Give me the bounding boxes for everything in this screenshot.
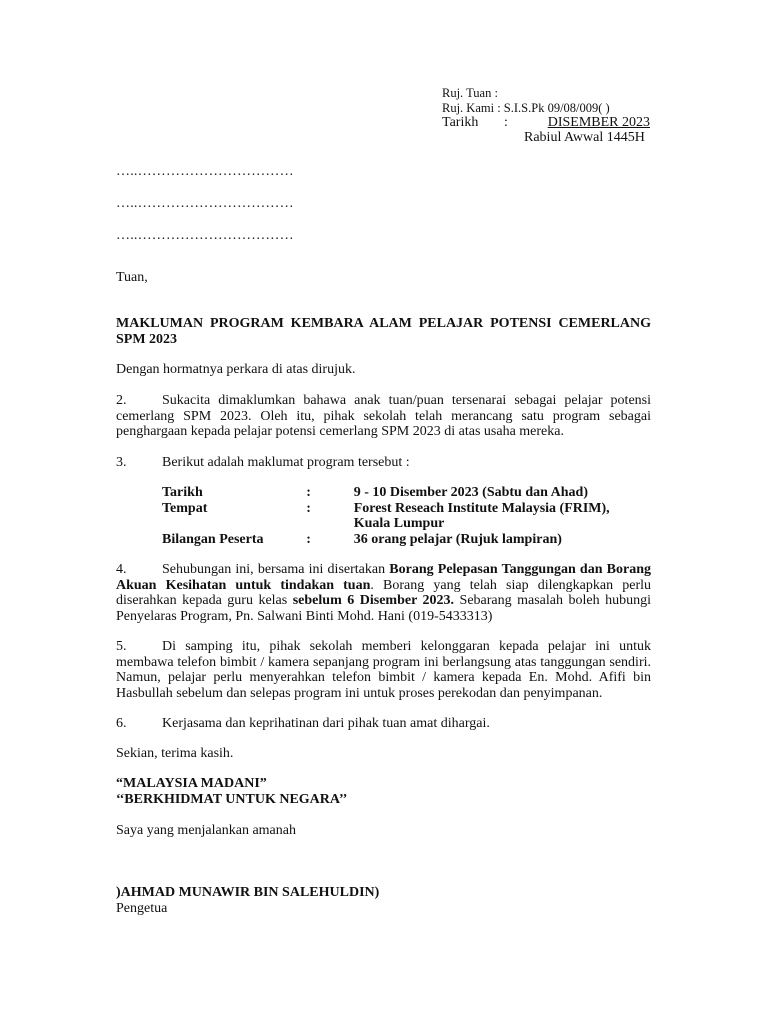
address-line-1: …..…………………………… — [116, 164, 294, 179]
paragraph-4-bold-forms: Borang Pelepasan Tanggungan dan Borang Akuan Kesihatan untuk tindakan tuan — [116, 562, 651, 593]
info-colon: : — [306, 531, 311, 547]
paragraph-2-number: 2. — [116, 393, 127, 408]
paragraph-4-text-2: . Borang yang telah siap dilengkapkan perlu diserahkan kepada guru kelas — [116, 577, 652, 608]
slogan-berkhidmat: ‘‘BERKHIDMAT UNTUK NEGARA’’ — [116, 792, 348, 807]
info-value: 36 orang pelajar (Rujuk lampiran) — [353, 531, 562, 547]
tarikh-line — [442, 115, 650, 131]
subject-heading: MAKLUMAN PROGRAM KEMBARA ALAM PELAJAR POTENSI CEMERLANG SPM 2023 — [116, 316, 651, 347]
paragraph-3-number: 3. — [116, 455, 127, 470]
address-line-3: …..…………………………… — [116, 228, 294, 243]
paragraph-2-text: Sukacita dimaklumkan bahawa anak tuan/puan tersenarai sebagai pelajar potensi cemerlang SPM 2023. Oleh itu, pihak sekolah telah merancang satu program sebagai penghargaan kepada pelajar potensi cemerlang SPM 2023 di atas usaha mereka. — [116, 393, 651, 439]
opening-line: Dengan hormatnya perkara di atas dirujuk. — [116, 362, 356, 377]
salutation: Tuan, — [116, 270, 148, 285]
paragraph-3-text: Berikut adalah maklumat program tersebut : — [162, 455, 410, 470]
info-value: Forest Reseach Institute Malaysia (FRIM), Kuala Lumpur — [353, 500, 610, 531]
program-info-row — [162, 501, 632, 532]
address-line-2: …..…………………………… — [116, 196, 294, 211]
info-colon: : — [306, 500, 311, 516]
paragraph-5-text: Di samping itu, pihak sekolah memberi kelonggaran kepada pelajar ini untuk membawa telefon bimbit / kamera sepanjang program ini berlangsung atas tanggungan sendiri. Namun, pelajar perlu menyerahkan telefon bimbit / kamera kepada En. Mohd. Afifi bin Hasbullah sebelum dan selepas program ini untuk proses perekodan dan penyimpanan. — [116, 639, 651, 701]
program-info-row — [162, 532, 632, 548]
paragraph-5 — [116, 639, 651, 701]
paragraph-4-text-3: Sebarang masalah boleh hubungi Penyelaras Program, Pn. Salwani Binti Mohd. Hani (019-5433313) — [116, 593, 651, 624]
signatory-title: Pengetua — [116, 901, 168, 916]
closing-line: Sekian, terima kasih. — [116, 746, 234, 761]
tarikh-value: DISEMBER 2023 — [547, 115, 650, 130]
paragraph-4-bold-deadline: sebelum 6 Disember 2023. — [292, 593, 455, 608]
program-info-row — [162, 485, 632, 501]
info-label: Tarikh — [162, 485, 203, 500]
ruj-kami: Ruj. Kami : S.I.S.Pk 09/08/009( ) — [442, 101, 610, 115]
paragraph-4-number: 4. — [116, 562, 127, 577]
slogan-malaysia-madani: “MALAYSIA MADANI” — [116, 776, 267, 791]
info-label: Bilangan Peserta — [162, 531, 264, 547]
paragraph-6-text: Kerjasama dan keprihatinan dari pihak tuan amat dihargai. — [162, 716, 490, 731]
paragraph-4-text-1: Sehubungan ini, bersama ini disertakan — [162, 562, 390, 577]
paragraph-6-number: 6. — [116, 716, 127, 731]
amanah-line: Saya yang menjalankan amanah — [116, 823, 296, 838]
info-value: 9 - 10 Disember 2023 (Sabtu dan Ahad) — [353, 485, 588, 500]
info-colon: : — [306, 485, 311, 500]
paragraph-2 — [116, 393, 651, 440]
info-label: Tempat — [162, 500, 208, 516]
paragraph-3 — [116, 455, 651, 471]
tarikh-label: Tarikh — [442, 115, 479, 130]
tarikh-colon: : — [504, 115, 508, 130]
paragraph-6 — [116, 716, 651, 732]
ruj-tuan: Ruj. Tuan : — [442, 86, 498, 100]
hijri-date: Rabiul Awwal 1445H — [524, 130, 645, 145]
paragraph-4 — [116, 562, 651, 624]
program-info-table — [162, 485, 632, 547]
paragraph-5-number: 5. — [116, 639, 127, 654]
signatory-name: )AHMAD MUNAWIR BIN SALEHULDIN) — [116, 885, 380, 900]
tarikh-blank — [514, 115, 542, 131]
